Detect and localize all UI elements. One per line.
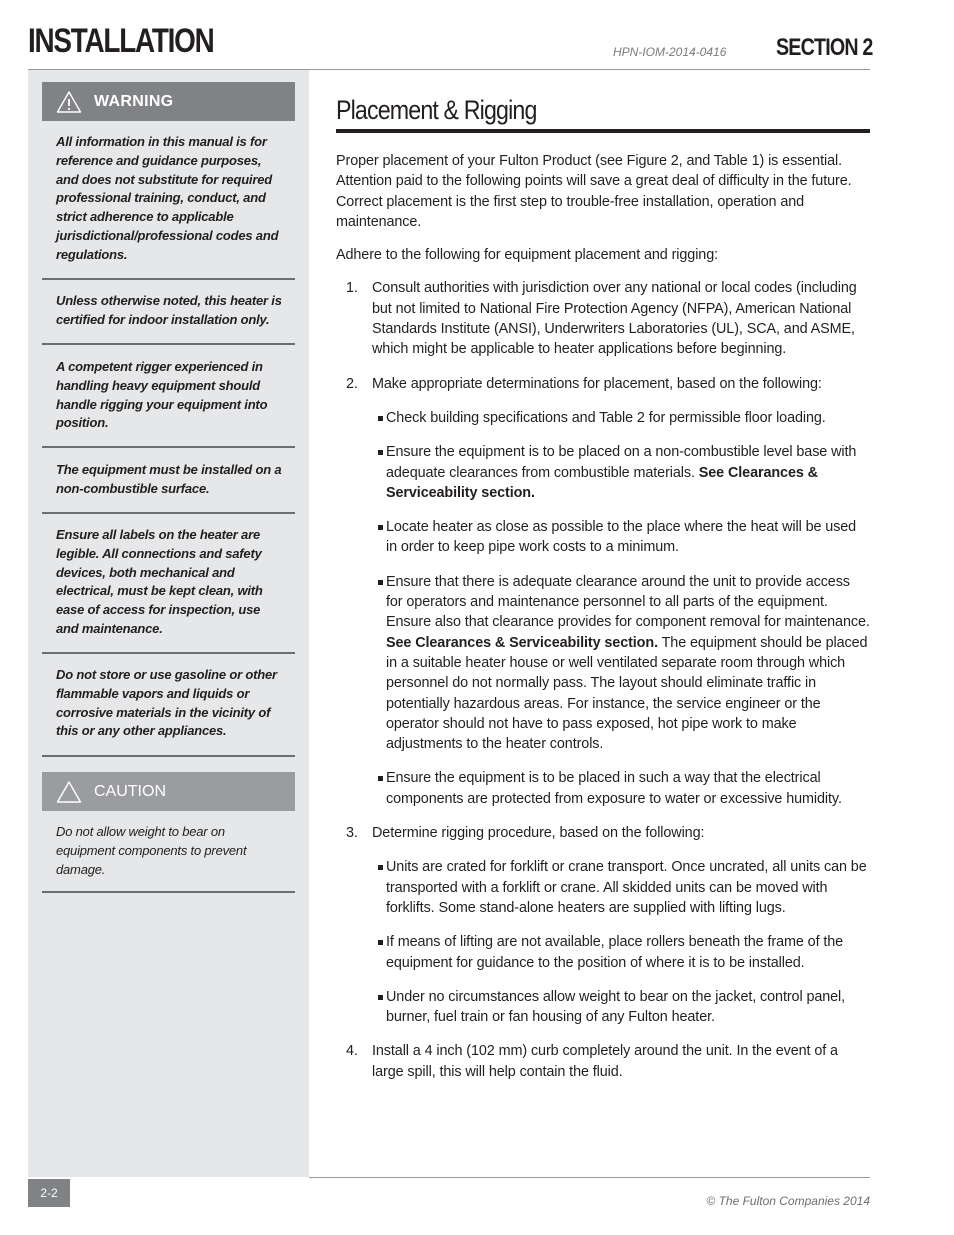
note-divider (42, 512, 295, 514)
section-label: SECTION 2 (776, 34, 873, 61)
page-title: INSTALLATION (28, 22, 214, 60)
item-number: 1. (346, 280, 358, 297)
bullet-item: Ensure the equipment is to be placed on a non-combustible level base with adequate clearances from combustible materials. See Clearances & Serviceability section. (350, 442, 870, 503)
caution-note: Do not allow weight to bear on equipment components to prevent damage. (56, 824, 247, 877)
item-text: Determine rigging procedure, based on the following: (372, 825, 705, 842)
warning-note: All information in this manual is for reference and guidance purposes, and does not substitute for required professional training, conduct, and strict adherence to applicable jurisdictional/professional codes and regulations. (56, 134, 279, 262)
warning-note: A competent rigger experienced in handling heavy equipment should handle rigging your equipment into position. (56, 359, 268, 431)
bullet-item: Check building specifications and Table 2 for permissible floor loading. (350, 408, 870, 428)
caution-header (42, 772, 295, 811)
procedure-list (336, 278, 870, 1082)
list-item (336, 823, 870, 1027)
cross-reference: See Clearances & Serviceability section. (386, 464, 818, 501)
bullet-item: Units are crated for forklift or crane transport. Once uncrated, all units can be transported with a forklift or crane. All skidded units can be moved with forklifts. Some stand-alone heaters are supplied with lifting lugs. (350, 857, 870, 918)
warning-note: Unless otherwise noted, this heater is certified for indoor installation only. (56, 293, 282, 327)
heading-rule (336, 129, 870, 133)
item-number: 4. (346, 1043, 358, 1060)
note-divider (42, 278, 295, 280)
rigging-bullets (350, 857, 870, 1027)
page-number: 2-2 (28, 1179, 70, 1207)
caution-icon (56, 780, 82, 804)
note-divider (42, 652, 295, 654)
section-heading: Placement & Rigging (336, 95, 537, 125)
warning-note: Ensure all labels on the heater are legible. All connections and safety devices, both mechanical and electrical, must be kept clean, with ease of access for inspection, use and maintenance. (56, 527, 263, 636)
cross-reference: See Clearances & Serviceability section. (386, 634, 658, 651)
intro-paragraph: Proper placement of your Fulton Product (see Figure 2, and Table 1) is essential. Attention paid to the following points will save a great deal of difficulty in the future. Correct placement is the first step to trouble-free installation, operation and maintenance. (336, 153, 852, 230)
item-text: Make appropriate determinations for placement, based on the following: (372, 375, 822, 392)
warning-note: The equipment must be installed on a non-combustible surface. (56, 462, 282, 496)
list-item (336, 278, 870, 359)
item-text: Consult authorities with jurisdiction over any national or local codes (including but not limited to National Fire Protection Agency (NFPA), American National Standards Institute (ANSI), Underwriters Laboratories (UL), SCA, and ASME, which might be applicable to heater applications before beginning. (372, 280, 857, 358)
footer-divider (309, 1177, 870, 1178)
warning-note: Do not store or use gasoline or other flammable vapors and liquids or corrosive materials in the vicinity of this or any other appliances. (56, 667, 277, 739)
warning-icon (56, 90, 82, 114)
main-content (336, 95, 870, 1082)
placement-bullets (350, 408, 870, 809)
document-number: HPN-IOM-2014-0416 (613, 45, 727, 59)
caution-label: CAUTION (94, 782, 166, 800)
item-text: Install a 4 inch (102 mm) curb completely around the unit. In the event of a large spill, this will help contain the fluid. (372, 1043, 838, 1080)
warning-header (42, 82, 295, 121)
item-number: 2. (346, 375, 358, 392)
bullet-item: Locate heater as close as possible to the place where the heat will be used in order to keep pipe work costs to a minimum. (350, 517, 870, 558)
list-item (336, 1041, 870, 1082)
note-divider (42, 891, 295, 893)
bullet-item: Ensure the equipment is to be placed in such a way that the electrical components are protected from exposure to water or excessive humidity. (350, 768, 870, 809)
note-divider (42, 446, 295, 448)
item-number: 3. (346, 825, 358, 842)
bullet-item: Ensure that there is adequate clearance around the unit to provide access for operators and maintenance personnel to all parts of the equipment. Ensure also that clearance provides for component removal for maintenance. See Clearances & Serviceability section. The equipment should be placed in a suitable heater house or well ventilated separate room through which personnel do not normally pass. The layout should eliminate traffic in potentially hazardous areas. For instance, the service engineer or the operator should not have to pass exposed, hot pipe work to make adjustments to the heater controls. (350, 572, 870, 755)
note-divider (42, 343, 295, 345)
warning-label: WARNING (94, 92, 174, 110)
copyright: © The Fulton Companies 2014 (706, 1194, 870, 1208)
lead-paragraph: Adhere to the following for equipment placement and rigging: (336, 247, 718, 264)
bullet-item: If means of lifting are not available, place rollers beneath the frame of the equipment for guidance to the position of where it is to be installed. (350, 932, 870, 973)
bullet-item: Under no circumstances allow weight to bear on the jacket, control panel, burner, fuel train or fan housing of any Fulton heater. (350, 987, 870, 1028)
list-item (336, 374, 870, 809)
note-divider (42, 755, 295, 757)
